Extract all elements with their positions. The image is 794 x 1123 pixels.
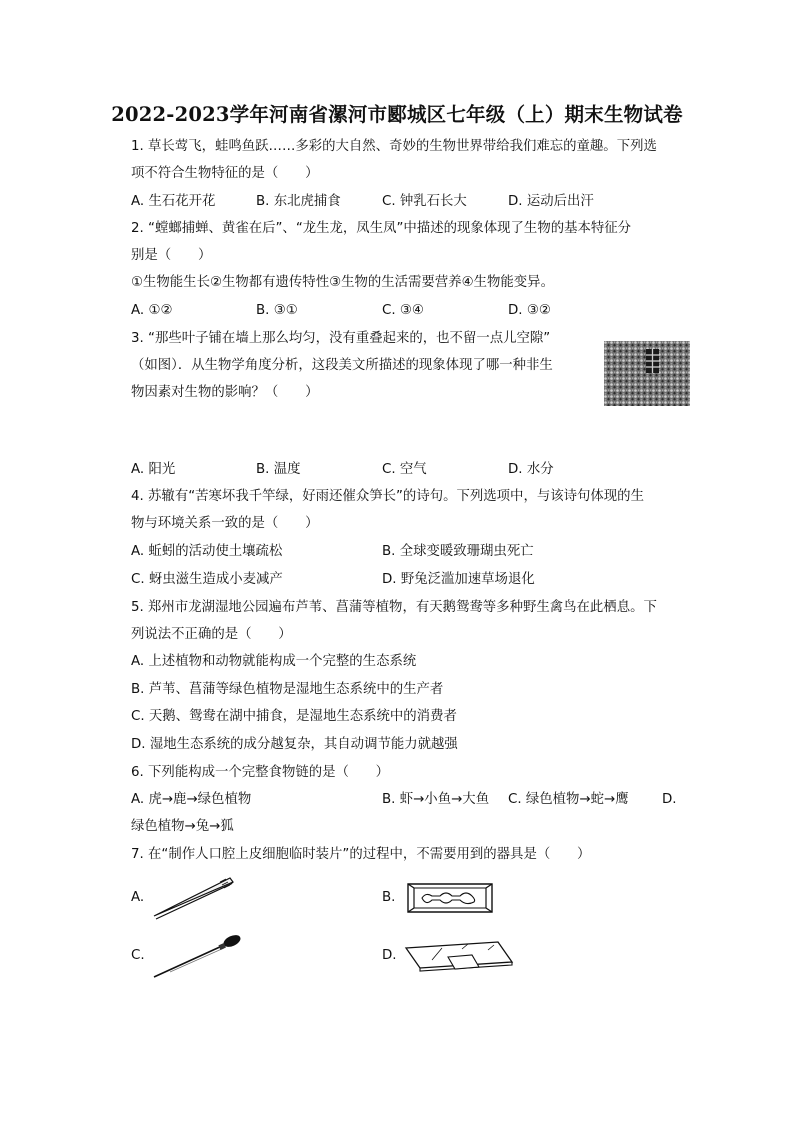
q3-stem-line3: 物因素对生物的影响？（ ） [131,385,319,400]
q2-option-d: D. ③② [508,303,551,318]
q4-stem-line2: 物与环境关系一致的是（ ） [131,516,319,531]
q1-option-c: C. 钟乳石长大 [382,194,467,209]
q7-stem-line1: 7. 在“制作人口腔上皮细胞临时装片”的过程中，不需要用到的器具是（ ） [131,847,591,862]
q3-option-a: A. 阳光 [131,462,176,477]
q1-option-a: A. 生石花开花 [131,194,216,209]
q1-option-b: B. 东北虎捕食 [256,194,341,209]
q1-stem-line2: 项不符合生物特征的是（ ） [131,166,319,181]
q5-option-d: D. 湿地生态系统的成分越复杂，其自动调节能力就越强 [131,737,458,752]
q3-option-b: B. 温度 [256,462,301,477]
q2-option-a: A. ①② [131,303,173,318]
ivy-wall-image [604,341,690,406]
page-title: 2022-2023学年河南省漯河市郾城区七年级（上）期末生物试卷 [111,103,683,126]
dropper-image [150,932,244,980]
q3-stem-line1: 3. “那些叶子铺在墙上那么均匀，没有重叠起来的，也不留一点儿空隙” [131,331,551,346]
q6-stem-line1: 6. 下列能构成一个完整食物链的是（ ） [131,765,390,780]
q3-option-d: D. 水分 [508,462,554,477]
q4-option-b: B. 全球变暖致珊瑚虫死亡 [382,544,534,559]
q2-stem-line1: 2. “螳螂捕蝉、黄雀在后”、“龙生龙，凤生凤”中描述的现象体现了生物的基本特征分 [131,221,632,236]
q7-option-d-label: D. [382,948,397,963]
q3-stem-line2: （如图）．从生物学角度分析，这段美文所描述的现象体现了哪一种非生 [131,358,553,373]
q3-option-c: C. 空气 [382,462,427,477]
q6-option-d-text: 绿色植物→兔→狐 [131,819,234,834]
q6-option-c: C. 绿色植物→蛇→鹰 [508,792,629,807]
q2-stem-line2: 别是（ ） [131,248,212,263]
q5-option-a: A. 上述植物和动物就能构成一个完整的生态系统 [131,654,417,669]
q6-option-b: B. 虾→小鱼→大鱼 [382,792,490,807]
q2-option-b: B. ③① [256,303,298,318]
q4-option-a: A. 蚯蚓的活动使土壤疏松 [131,544,283,559]
q2-stem-line3: ①生物能生长②生物都有遗传特性③生物的生活需要营养④生物能变异。 [131,275,554,290]
q1-option-d: D. 运动后出汗 [508,194,594,209]
tweezers-image [150,872,236,922]
q7-option-b-label: B. [382,890,396,905]
q7-option-c-label: C. [131,948,145,963]
q5-option-c: C. 天鹅、鸳鸯在湖中捕食，是湿地生态系统中的消费者 [131,709,457,724]
q4-option-d: D. 野兔泛滥加速草场退化 [382,572,535,587]
q6-option-d-label: D. [662,792,677,807]
q6-option-a: A. 虎→鹿→绿色植物 [131,792,252,807]
q7-option-a-label: A. [131,890,145,905]
q4-option-c: C. 蚜虫滋生造成小麦减产 [131,572,283,587]
q1-stem-line1: 1. 草长莺飞，蛙鸣鱼跃……多彩的大自然、奇妙的生物世界带给我们难忘的童趣。下列选 [131,139,657,154]
q2-option-c: C. ③④ [382,303,424,318]
q5-stem-line2: 列说法不正确的是（ ） [131,627,292,642]
q5-option-b: B. 芦苇、菖蒲等绿色植物是湿地生态系统中的生产者 [131,682,444,697]
razor-blade-image [404,878,496,918]
q4-stem-line1: 4. 苏辙有“苦寒坏我千竿绿，好雨还催众笋长”的诗句。下列选项中，与该诗句体现的生 [131,489,644,504]
q5-stem-line1: 5. 郑州市龙湖湿地公园遍布芦苇、菖蒲等植物，有天鹅鸳鸯等多种野生禽鸟在此栖息。下 [131,600,657,615]
glass-slide-image [402,936,514,976]
